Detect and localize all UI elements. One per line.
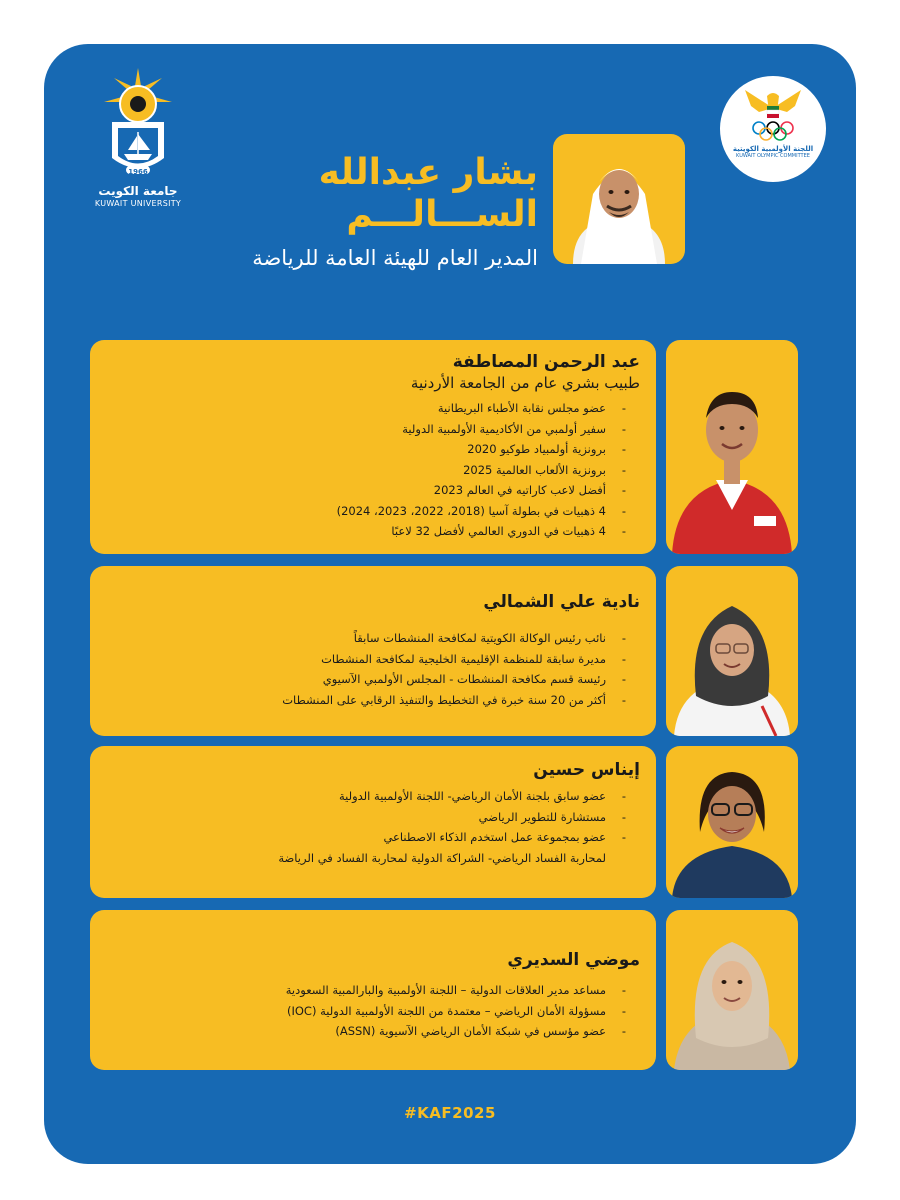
- speaker-name: عبد الرحمن المصاطفة: [452, 352, 640, 372]
- man-ghutra-portrait-icon: [553, 134, 685, 264]
- speaker-bullets: [106, 398, 640, 542]
- athlete-portrait-icon: [666, 340, 798, 554]
- event-hashtag: #KAF2025: [404, 1104, 496, 1122]
- speaker-name: نادية علي الشمالي: [483, 592, 640, 612]
- speaker-name: إيناس حسين: [533, 760, 640, 780]
- bullet-item: - أكثر من 20 سنة خبرة في التخطيط والتنفيذ الرقابي على المنشطات: [106, 690, 626, 711]
- speaker-bullets: [106, 786, 640, 868]
- kuwait-university-logo: [88, 66, 188, 236]
- koc-name-ar: اللجنة الأولمبية الكويتية: [732, 145, 814, 153]
- bullet-item: - عضو سابق بلجنة الأمان الرياضي- اللجنة الأولمبية الدولية: [106, 786, 626, 807]
- header-name-line1: بشار عبدالله: [318, 152, 538, 193]
- speaker-card-3: [90, 746, 656, 898]
- speaker-name: موضي السديري: [507, 950, 640, 970]
- bullet-item: - رئيسة قسم مكافحة المنشطات - المجلس الأولمبي الآسيوي: [106, 669, 626, 690]
- bullet-item: - برونزية أولمبياد طوكيو 2020: [106, 439, 626, 460]
- ku-year: 1966: [128, 168, 148, 176]
- bullet-item: - نائب رئيس الوكالة الكويتية لمكافحة المنشطات سابقاً: [106, 628, 626, 649]
- bullet-item: - مسؤولة الأمان الرياضي – معتمدة من اللجنة الأولمبية الدولية (IOC): [106, 1001, 626, 1022]
- speaker-photo-3: [666, 746, 798, 898]
- woman-glasses-portrait-icon: [666, 746, 798, 898]
- bullet-item: - سفير أولمبي من الأكاديمية الأولمبية الدولية: [106, 419, 626, 440]
- speaker-photo-1: [666, 340, 798, 554]
- header-role: المدير العام للهيئة العامة للرياضة: [252, 246, 538, 270]
- speaker-card-1: [90, 340, 656, 554]
- speaker-bullets: [106, 980, 640, 1042]
- ku-name-en: KUWAIT UNIVERSITY: [94, 199, 182, 208]
- bullet-item: - برونزية الألعاب العالمية 2025: [106, 460, 626, 481]
- bullet-item: - مستشارة للتطوير الرياضي: [106, 807, 626, 828]
- speaker-card-2: [90, 566, 656, 736]
- bullet-item: - مديرة سابقة للمنظمة الإقليمية الخليجية لمكافحة المنشطات: [106, 649, 626, 670]
- bullet-continuation: لمحاربة الفساد الرياضي- الشراكة الدولية لمحاربة الفساد في الرياضة: [278, 850, 606, 865]
- bullet-item: - 4 ذهبيات في الدوري العالمي لأفضل 32 لاعبًا: [106, 521, 626, 542]
- falcon-olympic-rings-icon: [737, 86, 809, 144]
- poster-panel: [44, 44, 856, 1164]
- kuwait-olympic-committee-logo: [720, 76, 826, 182]
- bullet-item: - مساعد مدير العلاقات الدولية – اللجنة الأولمبية والبارالمبية السعودية: [106, 980, 626, 1001]
- speaker-photo-4: [666, 910, 798, 1070]
- bullet-item: - أفضل لاعب كاراتيه في العالم 2023: [106, 480, 626, 501]
- koc-name-en: KUWAIT OLYMPIC COMMITTEE: [736, 153, 810, 159]
- woman-hijab-portrait-icon: [666, 566, 798, 736]
- bullet-item: - عضو مجلس نقابة الأطباء البريطانية: [106, 398, 626, 419]
- bullet-item: - عضو بمجموعة عمل استخدم الذكاء الاصطناعي: [106, 827, 626, 848]
- ku-name-ar: جامعة الكويت: [98, 184, 178, 198]
- speaker-photo-2: [666, 566, 798, 736]
- bullet-item: - 4 ذهبيات في بطولة آسيا (2018، 2022، 2023، 2024): [106, 501, 626, 522]
- kuwait-university-emblem-icon: [102, 66, 174, 181]
- header-name-line2: الســـالـــم: [346, 194, 538, 235]
- speaker-subtitle: طبيب بشري عام من الجامعة الأردنية: [410, 374, 640, 392]
- bullet-item: - عضو مؤسس في شبكة الأمان الرياضي الآسيوية (ASSN): [106, 1021, 626, 1042]
- woman-beige-hijab-portrait-icon: [666, 910, 798, 1070]
- speaker-card-4: [90, 910, 656, 1070]
- speaker-bullets: [106, 628, 640, 710]
- header-speaker-photo: [553, 134, 685, 264]
